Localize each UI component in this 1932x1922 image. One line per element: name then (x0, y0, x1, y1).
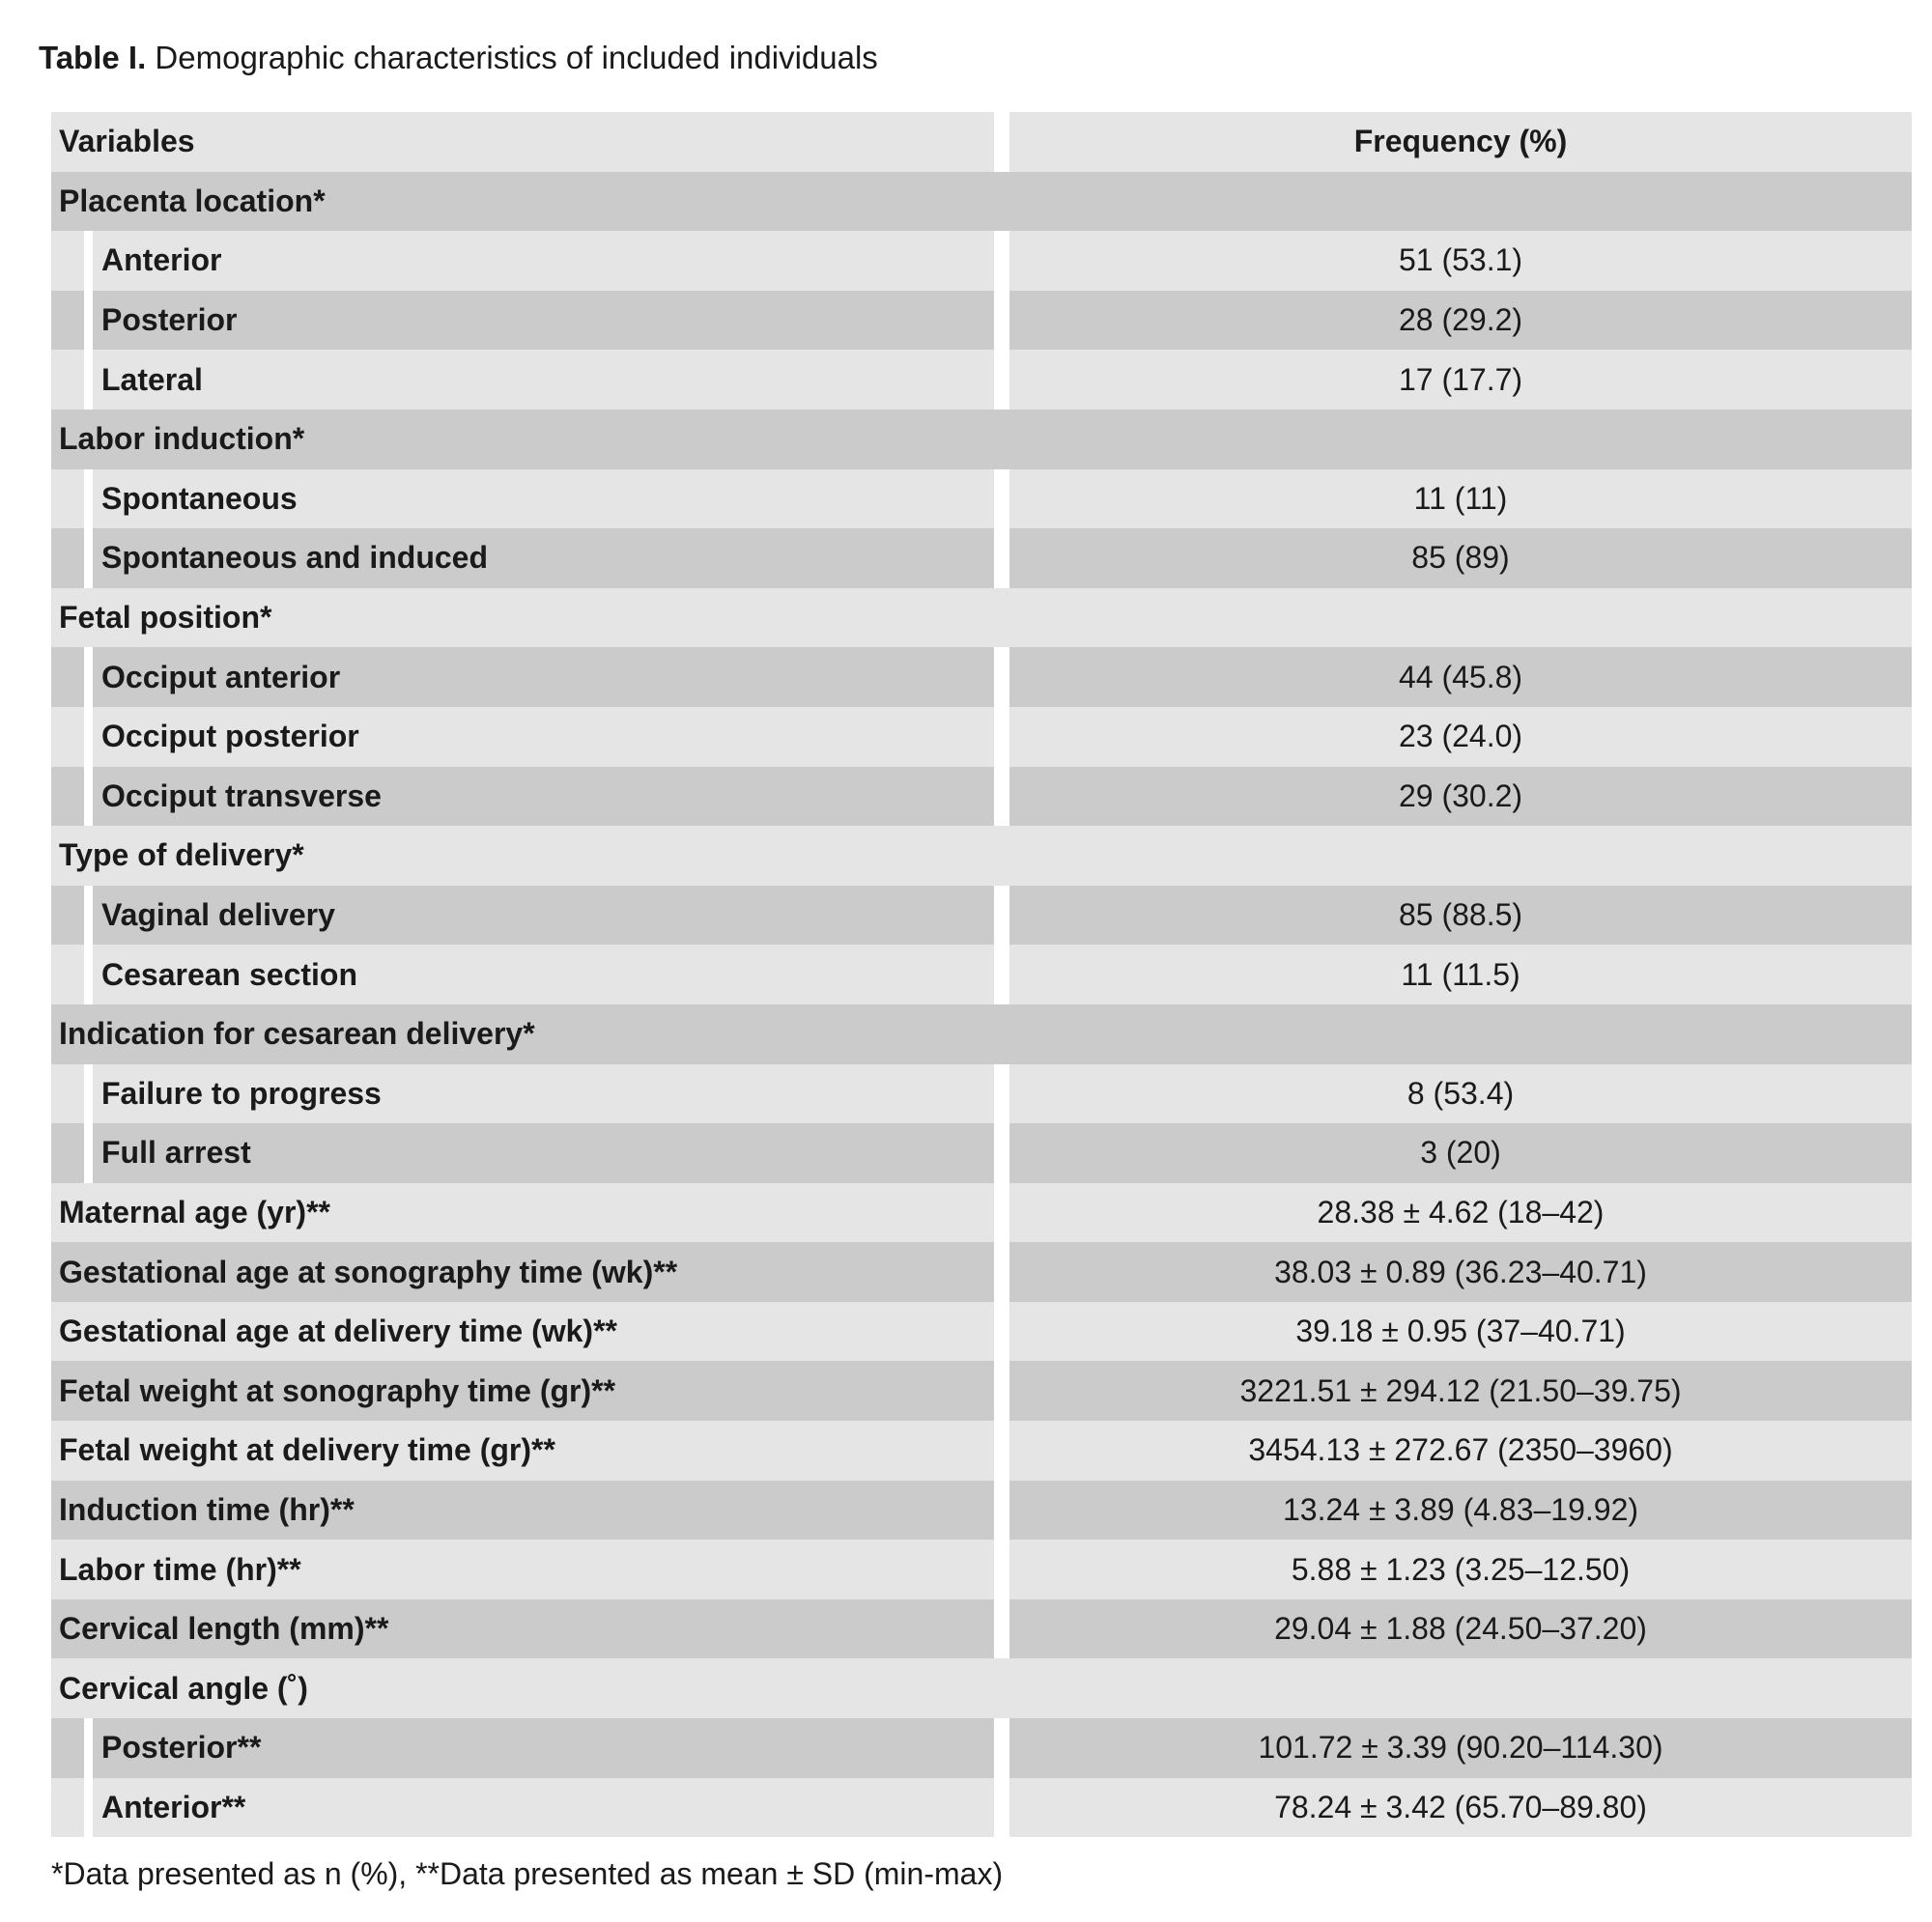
indent-strip (51, 291, 84, 351)
subcategory-label: Anterior** (93, 1778, 994, 1838)
variable-label: Labor time (hr)** (51, 1540, 994, 1599)
variable-label: Maternal age (yr)** (51, 1183, 994, 1243)
indent-strip (51, 647, 84, 707)
table-row (51, 647, 1912, 707)
frequency-value: 11 (11) (1009, 469, 1912, 529)
frequency-value: 38.03 ± 0.89 (36.23–40.71) (1009, 1242, 1912, 1302)
table-row (51, 1302, 1912, 1362)
caption-text: Demographic characteristics of included individuals (155, 40, 878, 75)
table-row (51, 1481, 1912, 1540)
variable-label: Cervical length (mm)** (51, 1599, 994, 1659)
table-row (51, 291, 1912, 351)
indent-strip (51, 886, 84, 946)
indent-strip (51, 945, 84, 1004)
indent-strip (51, 1064, 84, 1124)
table-row (51, 1718, 1912, 1778)
subcategory-label: Posterior** (93, 1718, 994, 1778)
indent-strip (51, 1778, 84, 1838)
indent-strip (51, 707, 84, 767)
table-row (51, 767, 1912, 827)
frequency-value: 11 (11.5) (1009, 945, 1912, 1004)
group-label: Placenta location* (51, 172, 1912, 232)
frequency-value: 3221.51 ± 294.12 (21.50–39.75) (1009, 1361, 1912, 1421)
indent-strip (51, 1718, 84, 1778)
variable-label: Gestational age at sonography time (wk)** (51, 1242, 994, 1302)
group-label: Fetal position* (51, 588, 1912, 648)
demographics-table (51, 112, 1912, 1837)
table-row (51, 886, 1912, 946)
variable-label: Induction time (hr)** (51, 1481, 994, 1540)
group-label: Cervical angle (˚) (51, 1658, 1912, 1718)
header-variables: Variables (51, 112, 994, 172)
indent-strip (51, 350, 84, 410)
indent-strip (51, 231, 84, 291)
table-row (51, 231, 1912, 291)
group-row (51, 172, 1912, 232)
group-row (51, 1658, 1912, 1718)
table-row (51, 1540, 1912, 1599)
variable-label: Gestational age at delivery time (wk)** (51, 1302, 994, 1362)
frequency-value: 29 (30.2) (1009, 767, 1912, 827)
table-row (51, 1778, 1912, 1838)
subcategory-label: Occiput transverse (93, 767, 994, 827)
table-row (51, 1183, 1912, 1243)
group-label: Indication for cesarean delivery* (51, 1004, 1912, 1064)
table-row (51, 1242, 1912, 1302)
subcategory-label: Full arrest (93, 1123, 994, 1183)
indent-strip (51, 469, 84, 529)
frequency-value: 23 (24.0) (1009, 707, 1912, 767)
table-header-row (51, 112, 1912, 172)
group-row (51, 410, 1912, 469)
frequency-value: 5.88 ± 1.23 (3.25–12.50) (1009, 1540, 1912, 1599)
table-row (51, 1361, 1912, 1421)
subcategory-label: Spontaneous and induced (93, 528, 994, 588)
group-label: Type of delivery* (51, 826, 1912, 886)
table-row (51, 1421, 1912, 1481)
variable-label: Fetal weight at delivery time (gr)** (51, 1421, 994, 1481)
frequency-value: 78.24 ± 3.42 (65.70–89.80) (1009, 1778, 1912, 1838)
caption-label: Table I. (39, 40, 147, 75)
table-row (51, 469, 1912, 529)
indent-strip (51, 767, 84, 827)
table-row (51, 707, 1912, 767)
subcategory-label: Spontaneous (93, 469, 994, 529)
indent-strip (51, 528, 84, 588)
table-caption (39, 37, 878, 79)
frequency-value: 8 (53.4) (1009, 1064, 1912, 1124)
group-row (51, 826, 1912, 886)
table-row (51, 945, 1912, 1004)
table-row (51, 528, 1912, 588)
indent-strip (51, 1123, 84, 1183)
table-row (51, 1064, 1912, 1124)
frequency-value: 3454.13 ± 272.67 (2350–3960) (1009, 1421, 1912, 1481)
frequency-value: 39.18 ± 0.95 (37–40.71) (1009, 1302, 1912, 1362)
subcategory-label: Lateral (93, 350, 994, 410)
frequency-value: 3 (20) (1009, 1123, 1912, 1183)
frequency-value: 13.24 ± 3.89 (4.83–19.92) (1009, 1481, 1912, 1540)
subcategory-label: Failure to progress (93, 1064, 994, 1124)
frequency-value: 29.04 ± 1.88 (24.50–37.20) (1009, 1599, 1912, 1659)
frequency-value: 28 (29.2) (1009, 291, 1912, 351)
frequency-value: 28.38 ± 4.62 (18–42) (1009, 1183, 1912, 1243)
table-row (51, 1123, 1912, 1183)
subcategory-label: Posterior (93, 291, 994, 351)
variable-label: Fetal weight at sonography time (gr)** (51, 1361, 994, 1421)
frequency-value: 44 (45.8) (1009, 647, 1912, 707)
subcategory-label: Vaginal delivery (93, 886, 994, 946)
header-frequency: Frequency (%) (1009, 112, 1912, 172)
frequency-value: 85 (88.5) (1009, 886, 1912, 946)
subcategory-label: Cesarean section (93, 945, 994, 1004)
frequency-value: 51 (53.1) (1009, 231, 1912, 291)
frequency-value: 85 (89) (1009, 528, 1912, 588)
table-row (51, 350, 1912, 410)
subcategory-label: Anterior (93, 231, 994, 291)
group-row (51, 1004, 1912, 1064)
table-row (51, 1599, 1912, 1659)
frequency-value: 17 (17.7) (1009, 350, 1912, 410)
subcategory-label: Occiput posterior (93, 707, 994, 767)
group-label: Labor induction* (51, 410, 1912, 469)
table-footnote: *Data presented as n (%), **Data presented as mean ± SD (min-max) (51, 1856, 1004, 1891)
frequency-value: 101.72 ± 3.39 (90.20–114.30) (1009, 1718, 1912, 1778)
subcategory-label: Occiput anterior (93, 647, 994, 707)
group-row (51, 588, 1912, 648)
